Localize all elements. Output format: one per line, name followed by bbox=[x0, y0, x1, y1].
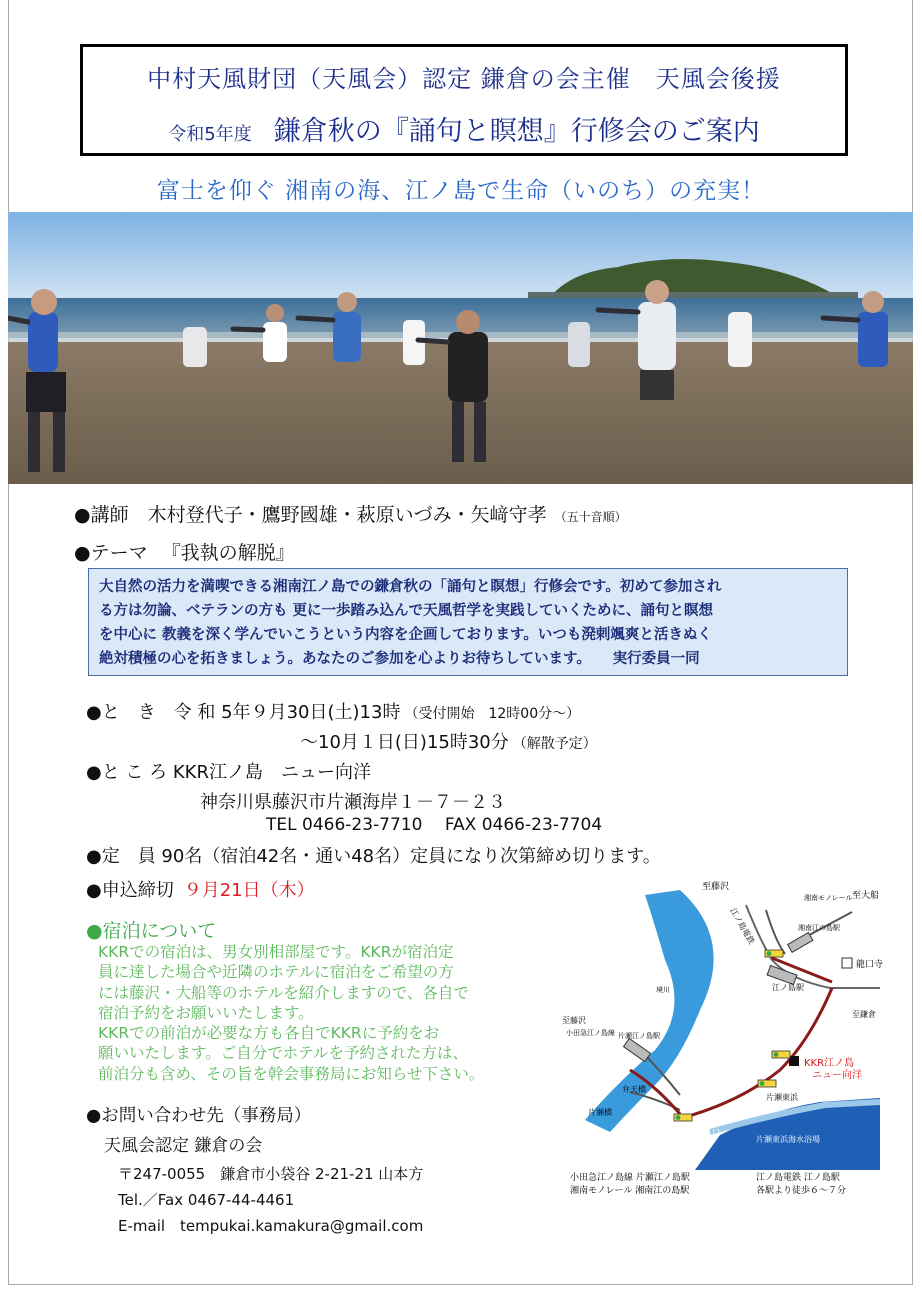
lecturer-line bbox=[74, 500, 627, 527]
theme-line bbox=[74, 538, 295, 565]
venue-phone: TEL 0466-23-7710 FAX 0466-23-7704 bbox=[266, 815, 603, 835]
when-start-note: （受付開始 12時00分〜） bbox=[404, 706, 581, 722]
event-title: 鎌倉秋の『誦句と瞑想』行修会のご案内 bbox=[273, 116, 760, 147]
map-label: 江ノ島駅 bbox=[772, 983, 804, 992]
map-label: 湘南江の島駅 bbox=[798, 924, 840, 932]
when-end: 〜10月１日(日)15時30分 bbox=[300, 732, 509, 753]
map-label: 龍口寺 bbox=[856, 960, 884, 970]
map-label: 至大船 bbox=[852, 891, 880, 901]
stay-line: KKRでの宿泊は、男女別相部屋です。KKRが宿泊定 bbox=[98, 943, 454, 961]
map-label: 弁天橋 bbox=[622, 1085, 646, 1094]
map-label: 片瀬江ノ島駅 bbox=[618, 1032, 660, 1040]
lecturer-names: 木村登代子・鷹野國雄・萩原いづみ・矢﨑守孝 bbox=[147, 504, 547, 526]
stay-line: 願いいたします。ご自分でホテルを予約された方は、 bbox=[98, 1044, 468, 1063]
when-start: ●と き 令 和 5年９月30日(土)13時 bbox=[86, 702, 401, 723]
header-line-2 bbox=[83, 109, 845, 148]
contact-email[interactable]: E-mail tempukai.kamakura@gmail.com bbox=[118, 1217, 424, 1235]
theme-value: 『我執の解脱』 bbox=[161, 542, 295, 564]
contact-org: 天風会認定 鎌倉の会 bbox=[104, 1136, 263, 1156]
map-caption: 江ノ島電鉄 江ノ島駅 bbox=[756, 1173, 840, 1183]
subtitle: 富士を仰ぐ 湘南の海、江ノ島で生命（いのち）の充実！ bbox=[156, 178, 766, 204]
contact-heading: ●お問い合わせ先（事務局） bbox=[86, 1106, 312, 1126]
lecturer-label: ●講師 bbox=[74, 504, 129, 526]
beach-group-photo bbox=[8, 212, 913, 484]
description-line: る方は勿論、ベテランの方も 更に一歩踏み込んで天風哲学を実践していくために、誦句と瞑想 bbox=[99, 603, 714, 619]
stay-line: 前泊分も含め、その旨を幹会事務局にお知らせ下さい。 bbox=[98, 1064, 485, 1083]
map-kkr-label-2: ニュー向洋 bbox=[812, 1070, 862, 1081]
lecturer-note: （五十音順） bbox=[554, 510, 627, 524]
contact-postal: 〒247-0055 鎌倉市小袋谷 2-21-21 山本方 bbox=[118, 1165, 424, 1183]
map-label: 片瀬東浜 bbox=[766, 1093, 798, 1102]
title-box bbox=[80, 44, 848, 156]
when-line-2 bbox=[300, 728, 597, 754]
stay-line: 宿泊予約をお願いいたします。 bbox=[98, 1003, 314, 1022]
map-label: 江ノ島電鉄 bbox=[728, 906, 757, 946]
stay-line: には藤沢・大船等のホテルを紹介しますので、各自で bbox=[98, 983, 469, 1002]
beach-photo-illustration bbox=[8, 212, 913, 484]
description-box bbox=[88, 568, 848, 676]
theme-label: ●テーマ bbox=[74, 542, 148, 564]
map-label: 片瀬東浜海水浴場 bbox=[756, 1135, 820, 1144]
stay-line: KKRでの前泊が必要な方も各自でKKRに予約をお bbox=[98, 1024, 440, 1043]
map-label: 湘南モノレール bbox=[804, 894, 853, 902]
temple-icon bbox=[842, 958, 852, 968]
access-map-svg bbox=[560, 870, 900, 1200]
capacity-line: ●定 員 90名（宿泊42名・通い48名）定員になり次第締め切ります。 bbox=[86, 846, 661, 867]
map-label: 片瀬橋 bbox=[588, 1108, 612, 1117]
description-line: 大自然の活力を満喫できる湘南江ノ島での鎌倉秋の「誦句と瞑想」行修会です。初めて参加され bbox=[99, 579, 722, 595]
map-label: 小田急江ノ島線 bbox=[566, 1029, 615, 1037]
stay-body bbox=[98, 942, 558, 1084]
map-caption: 湘南モノレール 湘南江の島駅 bbox=[570, 1186, 690, 1196]
map-label: 江ノ島入口 bbox=[680, 1128, 720, 1137]
map-caption: 小田急江ノ島線 片瀬江ノ島駅 bbox=[570, 1173, 690, 1183]
page-border-bottom bbox=[8, 1284, 913, 1285]
map-label: 至藤沢 bbox=[562, 1016, 586, 1025]
access-map bbox=[560, 870, 900, 1200]
header-line-1: 中村天風財団（天風会）認定 鎌倉の会主催 天風会後援 bbox=[147, 65, 781, 93]
fiscal-year: 令和5年度 bbox=[168, 124, 252, 145]
stay-line: 員に達した場合や近隣のホテルに宿泊をご希望の方 bbox=[98, 963, 454, 982]
when-end-note: （解散予定） bbox=[512, 736, 597, 752]
stay-heading: ●宿泊について bbox=[86, 920, 217, 942]
map-label: 至藤沢 bbox=[702, 882, 730, 892]
map-label: 至鎌倉 bbox=[852, 1010, 876, 1019]
where-line: ●と こ ろ KKR江ノ島 ニュー向洋 bbox=[86, 762, 371, 783]
deadline-line bbox=[86, 876, 315, 902]
deadline-date: ９月21日（木） bbox=[183, 880, 315, 901]
map-caption: 各駅より徒歩６〜７分 bbox=[756, 1186, 847, 1196]
description-line: 絶対積極の心を拓きましょう。あなたのご参加を心よりお待ちしています。 実行委員一同 bbox=[99, 651, 700, 667]
venue-address: 神奈川県藤沢市片瀬海岸１－７－２３ bbox=[200, 792, 506, 813]
contact-telfax: Tel.／Fax 0467-44-4461 bbox=[118, 1191, 295, 1209]
deadline-label: ●申込締切 bbox=[86, 880, 174, 901]
when-line-1 bbox=[86, 698, 580, 724]
description-line: を中心に 教義を深く学んでいこうという内容を企画しております。いつも溌剌颯爽と活きぬく bbox=[99, 627, 712, 643]
map-label: 境川 bbox=[656, 986, 670, 994]
map-kkr-label: KKR江ノ島 bbox=[804, 1058, 855, 1069]
